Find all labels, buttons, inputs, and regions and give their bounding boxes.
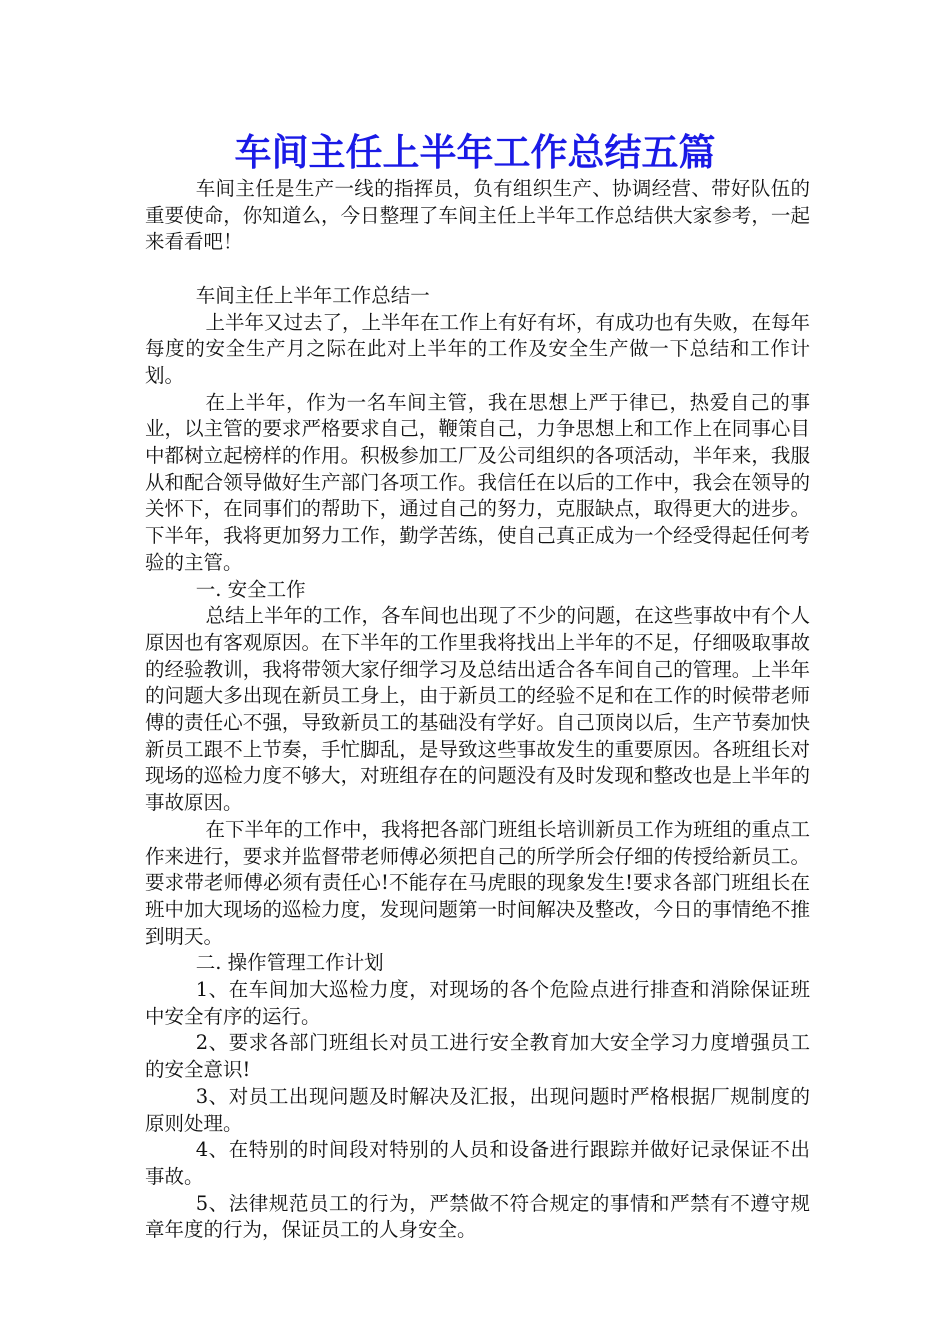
body-paragraph: 总结上半年的工作，各车间也出现了不少的问题，在这些事故中有个人原因也有客观原因。在下半年的工作里我将找出上半年的不足，仔细吸取事故的经验教训，我将带领大家仔细学习及总结出适合各车间自己的管理。上半年的问题大多出现在新员工身上，由于新员工的经验不足和在工作的时候带老师傅的责任心不强，导致新员工的基础没有学好。自己顶岗以后，生产节奏加快新员工跟不上节奏，手忙脚乱，是导致这些事故发生的重要原因。各班组长对现场的巡检力度不够大，对班组存在的问题没有及时发现和整改也是上半年的事故原因。	[145, 604, 810, 815]
blank-line	[145, 256, 810, 283]
body-paragraph: 在下半年的工作中，我将把各部门班组长培训新员工作为班组的重点工作来进行，要求并监督带老师傅必须把自己的所学所会仔细的传授给新员工。要求带老师傅必须有责任心!不能存在马虎眼的现象发生!要求各部门班组长在班中加大现场的巡检力度，发现问题第一时间解决及整改，今日的事情绝不推到明天。	[145, 817, 810, 948]
body-paragraph: 在上半年，作为一名车间主管，我在思想上严于律已，热爱自己的事业，以主管的要求严格要求自己，鞭策自己，力争思想上和工作上在同事心目中都树立起榜样的作用。积极参加工厂及公司组织的各项活动，半年来，我服从和配合领导做好生产部门各项工作。我信任在以后的工作中，我会在领导的关怀下，在同事们的帮助下，通过自己的努力，克服缺点，取得更大的进步。下半年，我将更加努力工作，勤学苦练，使自己真正成为一个经受得起任何考验的主管。	[145, 390, 810, 574]
subheading-safety: 一. 安全工作	[195, 577, 306, 601]
body-paragraph: 上半年又过去了，上半年在工作上有好有坏，有成功也有失败，在每年每度的安全生产月之际在此对上半年的工作及安全生产做一下总结和工作计划。	[145, 310, 810, 387]
section-heading: 车间主任上半年工作总结一	[195, 283, 430, 307]
intro-paragraph: 车间主任是生产一线的指挥员，负有组织生产、协调经营、带好队伍的重要使命，你知道么，今日整理了车间主任上半年工作总结供大家参考，一起来看看吧！	[145, 177, 810, 254]
plan-item: 1、在车间加大巡检力度，对现场的各个危险点进行排查和消除保证班中安全有序的运行。	[145, 978, 810, 1028]
plan-item: 3、对员工出现问题及时解决及汇报，出现问题时严格根据厂规制度的原则处理。	[145, 1084, 810, 1135]
document-body	[145, 176, 810, 1244]
plan-item: 2、要求各部门班组长对员工进行安全教育加大安全学习力度增强员工的安全意识!	[145, 1031, 810, 1082]
subheading-plan: 二. 操作管理工作计划	[195, 951, 384, 975]
plan-item: 4、在特别的时间段对特别的人员和设备进行跟踪并做好记录保证不出事故。	[145, 1138, 810, 1188]
plan-item: 5、法律规范员工的行为，严禁做不符合规定的事情和严禁有不遵守规章年度的行为，保证员工的人身安全。	[145, 1191, 810, 1242]
document-title: 车间主任上半年工作总结五篇	[234, 130, 716, 174]
